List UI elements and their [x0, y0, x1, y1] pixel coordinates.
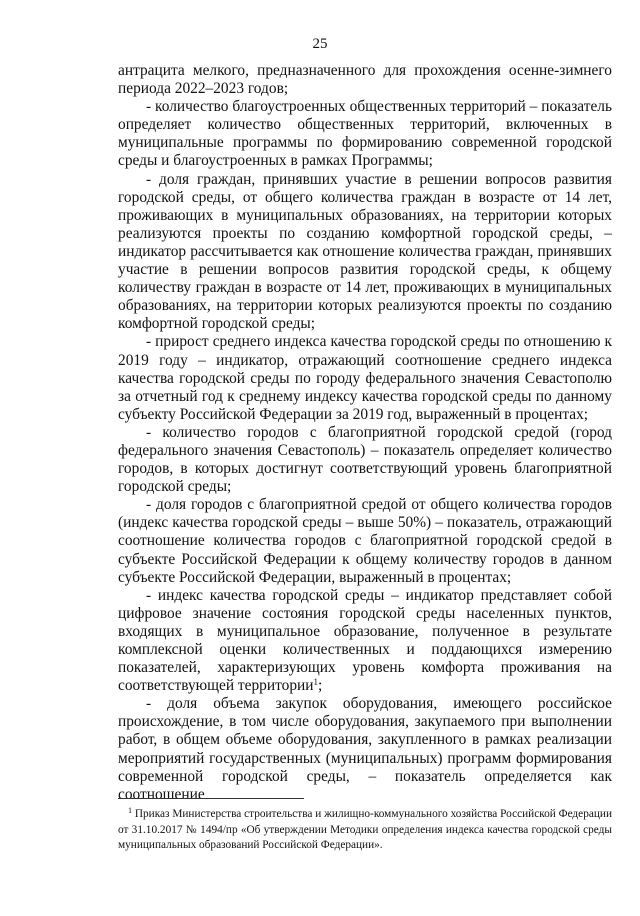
paragraph-favorable-cities-share: - доля городов с благоприятной средой от общего количества городов (индекс качества городской среды – выше 50%) – показатель, отражающий соотношение количества городов с благоприятной городской средой в субъекте Российской Федерации к общему количеству городов в данном субъекте Российской Федерации, выраженный в процентах;	[118, 496, 612, 586]
paragraph-urban-quality-index	[118, 587, 612, 696]
footnote-separator	[118, 798, 304, 799]
paragraph-favorable-cities-count: - количество городов с благоприятной городской средой (город федерального значения Севастополь) – показатель определяет количество городов, в которых достигнут соответствующий уровень благоприятной городской среды;	[118, 423, 612, 496]
paragraph-anthracite-continuation: антрацита мелкого, предназначенного для прохождения осенне-зимнего периода 2022–2023 годов;	[118, 62, 612, 98]
footnote-reference[interactable]: 1	[313, 677, 318, 688]
document-body	[118, 62, 612, 804]
footnote	[118, 807, 612, 854]
paragraph-urban-quality-index-growth: - прирост среднего индекса качества городской среды по отношению к 2019 году – индикатор, отражающий соотношение среднего индекса качества городской среды по городу федерального значения Севастополю за отчетный год к среднему индексу качества городской среды по данному субъекту Российской Федерации за 2019 год, выраженный в процентах;	[118, 333, 612, 423]
paragraph-public-territories-count: - количество благоустроенных общественных территорий – показатель определяет количество общественных территорий, включенных в муниципальные программы по формированию современной городской среды и благоустроенных в рамках Программы;	[118, 98, 612, 170]
paragraph-russian-equipment-share: - доля объема закупок оборудования, имеющего российское происхождение, в том числе оборудования, закупаемого при выполнении работ, в общем объеме оборудования, закупленного в рамках реализации мероприятий государственных (муниципальных) программ формирования современной городской среды, – показатель определяется как соотношение	[118, 695, 612, 803]
footnote-text: Приказ Министерства строительства и жилищно-коммунального хозяйства Российской Федерации от 31.10.2017 № 1494/пр «Об утверждении Методики определения индекса качества городской среды муниципальных образований Российской Федерации».	[118, 808, 612, 851]
footnote-marker: 1	[128, 806, 132, 815]
paragraph-citizen-participation-share: - доля граждан, принявших участие в решении вопросов развития городской среды, от общего количества граждан в возрасте от 14 лет, проживающих в муниципальных образованиях, на территории которых реализуются проекты по созданию комфортной городской среды, – индикатор рассчитывается как отношение количества граждан, принявших участие в решении вопросов развития городской среды, к общему количеству граждан в возрасте от 14 лет, проживающих в муниципальных образованиях, на территории которых реализуются проекты по созданию комфортной городской среды;	[118, 170, 612, 333]
paragraph-urban-quality-index-text: - индекс качества городской среды – индикатор представляет собой цифровое значение состояния городской среды населенных пунктов, входящих в муниципальное образование, полученное в результате комплексной оценки количественных и поддающихся измерению показателей, характеризующих уровень комфорта проживания на соответствующей территории	[118, 586, 612, 695]
page-number: 25	[312, 36, 328, 52]
paragraph-urban-quality-index-end: ;	[318, 677, 323, 695]
